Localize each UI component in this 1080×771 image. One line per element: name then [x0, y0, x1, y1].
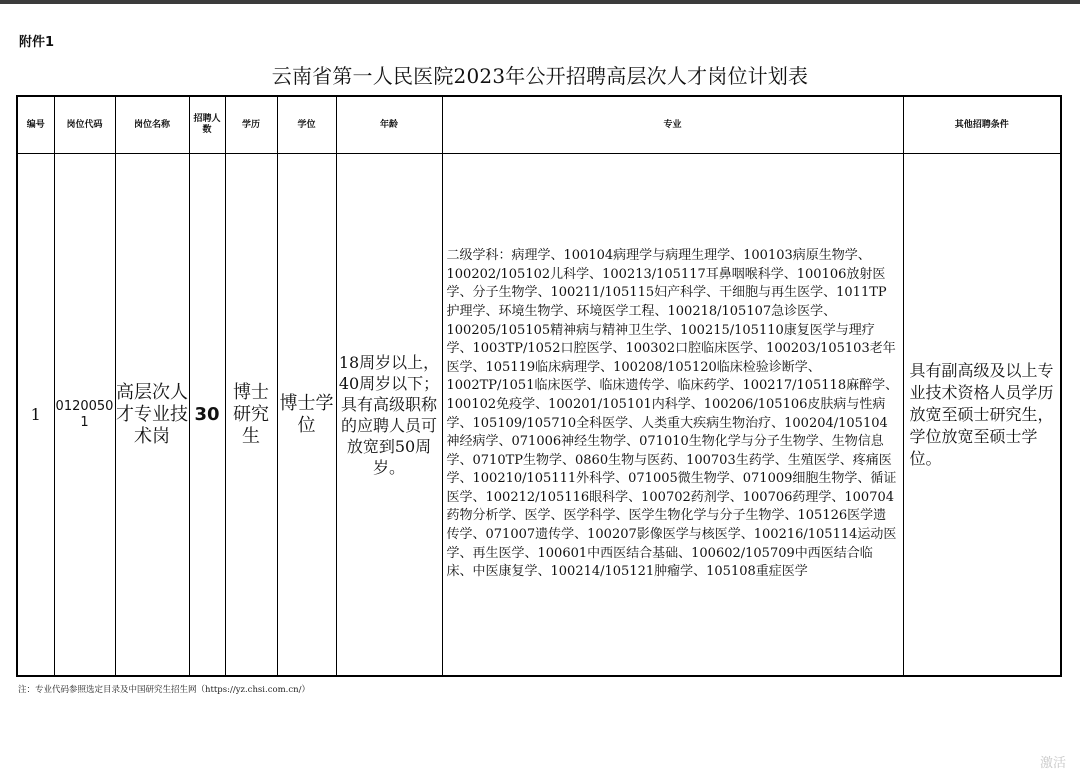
- header-other-conditions: 其他招聘条件: [903, 96, 1061, 154]
- cell-position-code: 01200501: [54, 154, 115, 677]
- attachment-label: 附件1: [19, 35, 55, 50]
- footnote: 注：专业代码参照选定目录及中国研究生招生网（https://yz.chsi.com.cn/）: [18, 685, 310, 695]
- cell-other-conditions: 具有副高级及以上专业技术资格人员学历放宽至硕士研究生，学位放宽至硕士学位。: [903, 154, 1061, 677]
- table-header-row: [17, 96, 1061, 154]
- header-education: 学历: [225, 96, 277, 154]
- page-title: 云南省第一人民医院2023年公开招聘高层次人才岗位计划表: [271, 64, 809, 88]
- header-recruit-count: 招聘人数: [189, 96, 225, 154]
- header-age: 年龄: [336, 96, 442, 154]
- cell-number: 1: [17, 154, 54, 677]
- cell-position-name: 高层次人才专业技术岗: [115, 154, 189, 677]
- header-position-name: 岗位名称: [115, 96, 189, 154]
- position-plan-table: [16, 95, 1062, 677]
- watermark-text: 激活: [1040, 756, 1067, 771]
- cell-recruit-count: 30: [189, 154, 225, 677]
- cell-age: 18周岁以上，40周岁以下；具有高级职称的应聘人员可放宽到50周岁。: [336, 154, 442, 677]
- header-major: 专业: [442, 96, 903, 154]
- header-degree: 学位: [277, 96, 336, 154]
- cell-degree: 博士学位: [277, 154, 336, 677]
- cell-education: 博士研究生: [225, 154, 277, 677]
- top-border: [0, 0, 1080, 4]
- header-position-code: 岗位代码: [54, 96, 115, 154]
- header-number: 编号: [17, 96, 54, 154]
- table-row: [17, 154, 1061, 677]
- cell-major: 二级学科：病理学、100104病理学与病理生理学、100103病原生物学、100202/105102儿科学、100213/105117耳鼻咽喉科学、100106放射医学、分子生物学、100211/105115妇产科学、干细胞与再生医学、1011TP护理学、环境生物学、环境医学工程、100218/105107急诊医学、100205/105105精神病与精神卫生学、100215/105110康复医学与理疗学、1003TP/1052口腔医学、100302口腔临床医学、100203/105103老年医学、105119临床病理学、100208/105120临床检验诊断学、1002TP/1051临床医学、临床遗传学、临床药学、100217/105118麻醉学、100102免疫学、100201/105101内科学、100206/105106皮肤病与性病学、105109/105710全科医学、人类重大疾病生物治疗、100204/105104神经病学、071006神经生物学、071010生物化学与分子生物学、生物信息学、0710TP生物学、0860生物与医药、100703生药学、生殖医学、疼痛医学、100210/105111外科学、071005微生物学、071009细胞生物学、循证医学、100212/105116眼科学、100702药剂学、100706药理学、100704药物分析学、医学、医学科学、医学生物化学与分子生物学、105126医学遗传学、071007遗传学、100207影像医学与核医学、100216/105114运动医学、再生医学、100601中西医结合基础、100602/105709中西医结合临床、中医康复学、100214/105121肿瘤学、105108重症医学: [442, 154, 903, 677]
